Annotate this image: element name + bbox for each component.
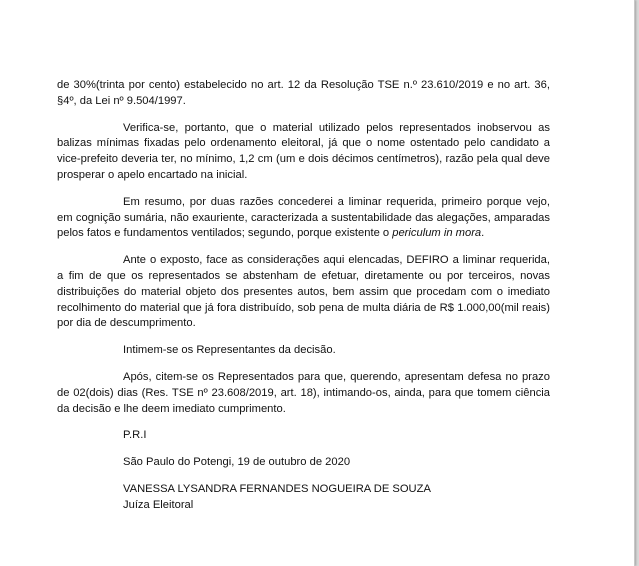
place-date: São Paulo do Potengi, 19 de outubro de 2020: [123, 456, 351, 469]
paragraph-summary: [57, 195, 550, 242]
signer-name: VANESSA LYSANDRA FERNANDES NOGUEIRA DE SOUZA: [123, 482, 431, 495]
paragraph-citation: Após, citem-se os Representados para que, querendo, apresentam defesa no prazo de 02(dois) dias (Res. TSE nº 23.608/2019, art. 18), intimando-os, ainda, para que tomem ciência da decisão e lhe deem imediato cumprimento.: [57, 370, 550, 415]
paragraph-verification: Verifica-se, portanto, que o material utilizado pelos representados inobservou as balizas mínimas fixadas pelo ordenamento eleitoral, já que o nome ostentado pelo candidato a vice-prefeito deveria ter, no mínimo, 1,2 cm (um e dois décimos centímetros), razão pela qual deve prosperar o apelo encartado na inicial.: [57, 121, 550, 181]
paragraph-legal-reference: de 30%(trinta por cento) estabelecido no art. 12 da Resolução TSE n.º 23.610/2019 e no art. 36, §4º, da Lei nº 9.504/1997.: [57, 79, 550, 107]
document-body: [57, 78, 550, 525]
paragraph-decision: Ante o exposto, face as considerações aqui elencadas, DEFIRO a liminar requerida, a fim de que os representados se abstenham de efetuar, diretamente ou por terceiros, novas distribuições do material objeto dos presentes autos, bem assim que procedam com o imediato recolhimento do material que já fora distribuído, sob pena de multa diária de R$ 1.000,00(mil reais) por dia de descumprimento.: [57, 254, 550, 330]
summary-text: Em resumo, por duas razões concederei a liminar requerida, primeiro porque vejo, em cognição sumária, não exauriente, caracterizada a sustentabilidade das alegações, amparadas pelos fatos e fundamentos ventilados; segundo, porque existente o: [57, 195, 550, 240]
signer-title: Juíza Eleitoral: [123, 498, 194, 511]
closing-pri: P.R.I: [123, 429, 147, 442]
paragraph-intimation: Intimem-se os Representantes da decisão.: [123, 344, 336, 357]
summary-end: .: [481, 227, 485, 240]
signature-block: [123, 482, 550, 514]
summary-italic-term: periculum in mora: [392, 227, 482, 240]
